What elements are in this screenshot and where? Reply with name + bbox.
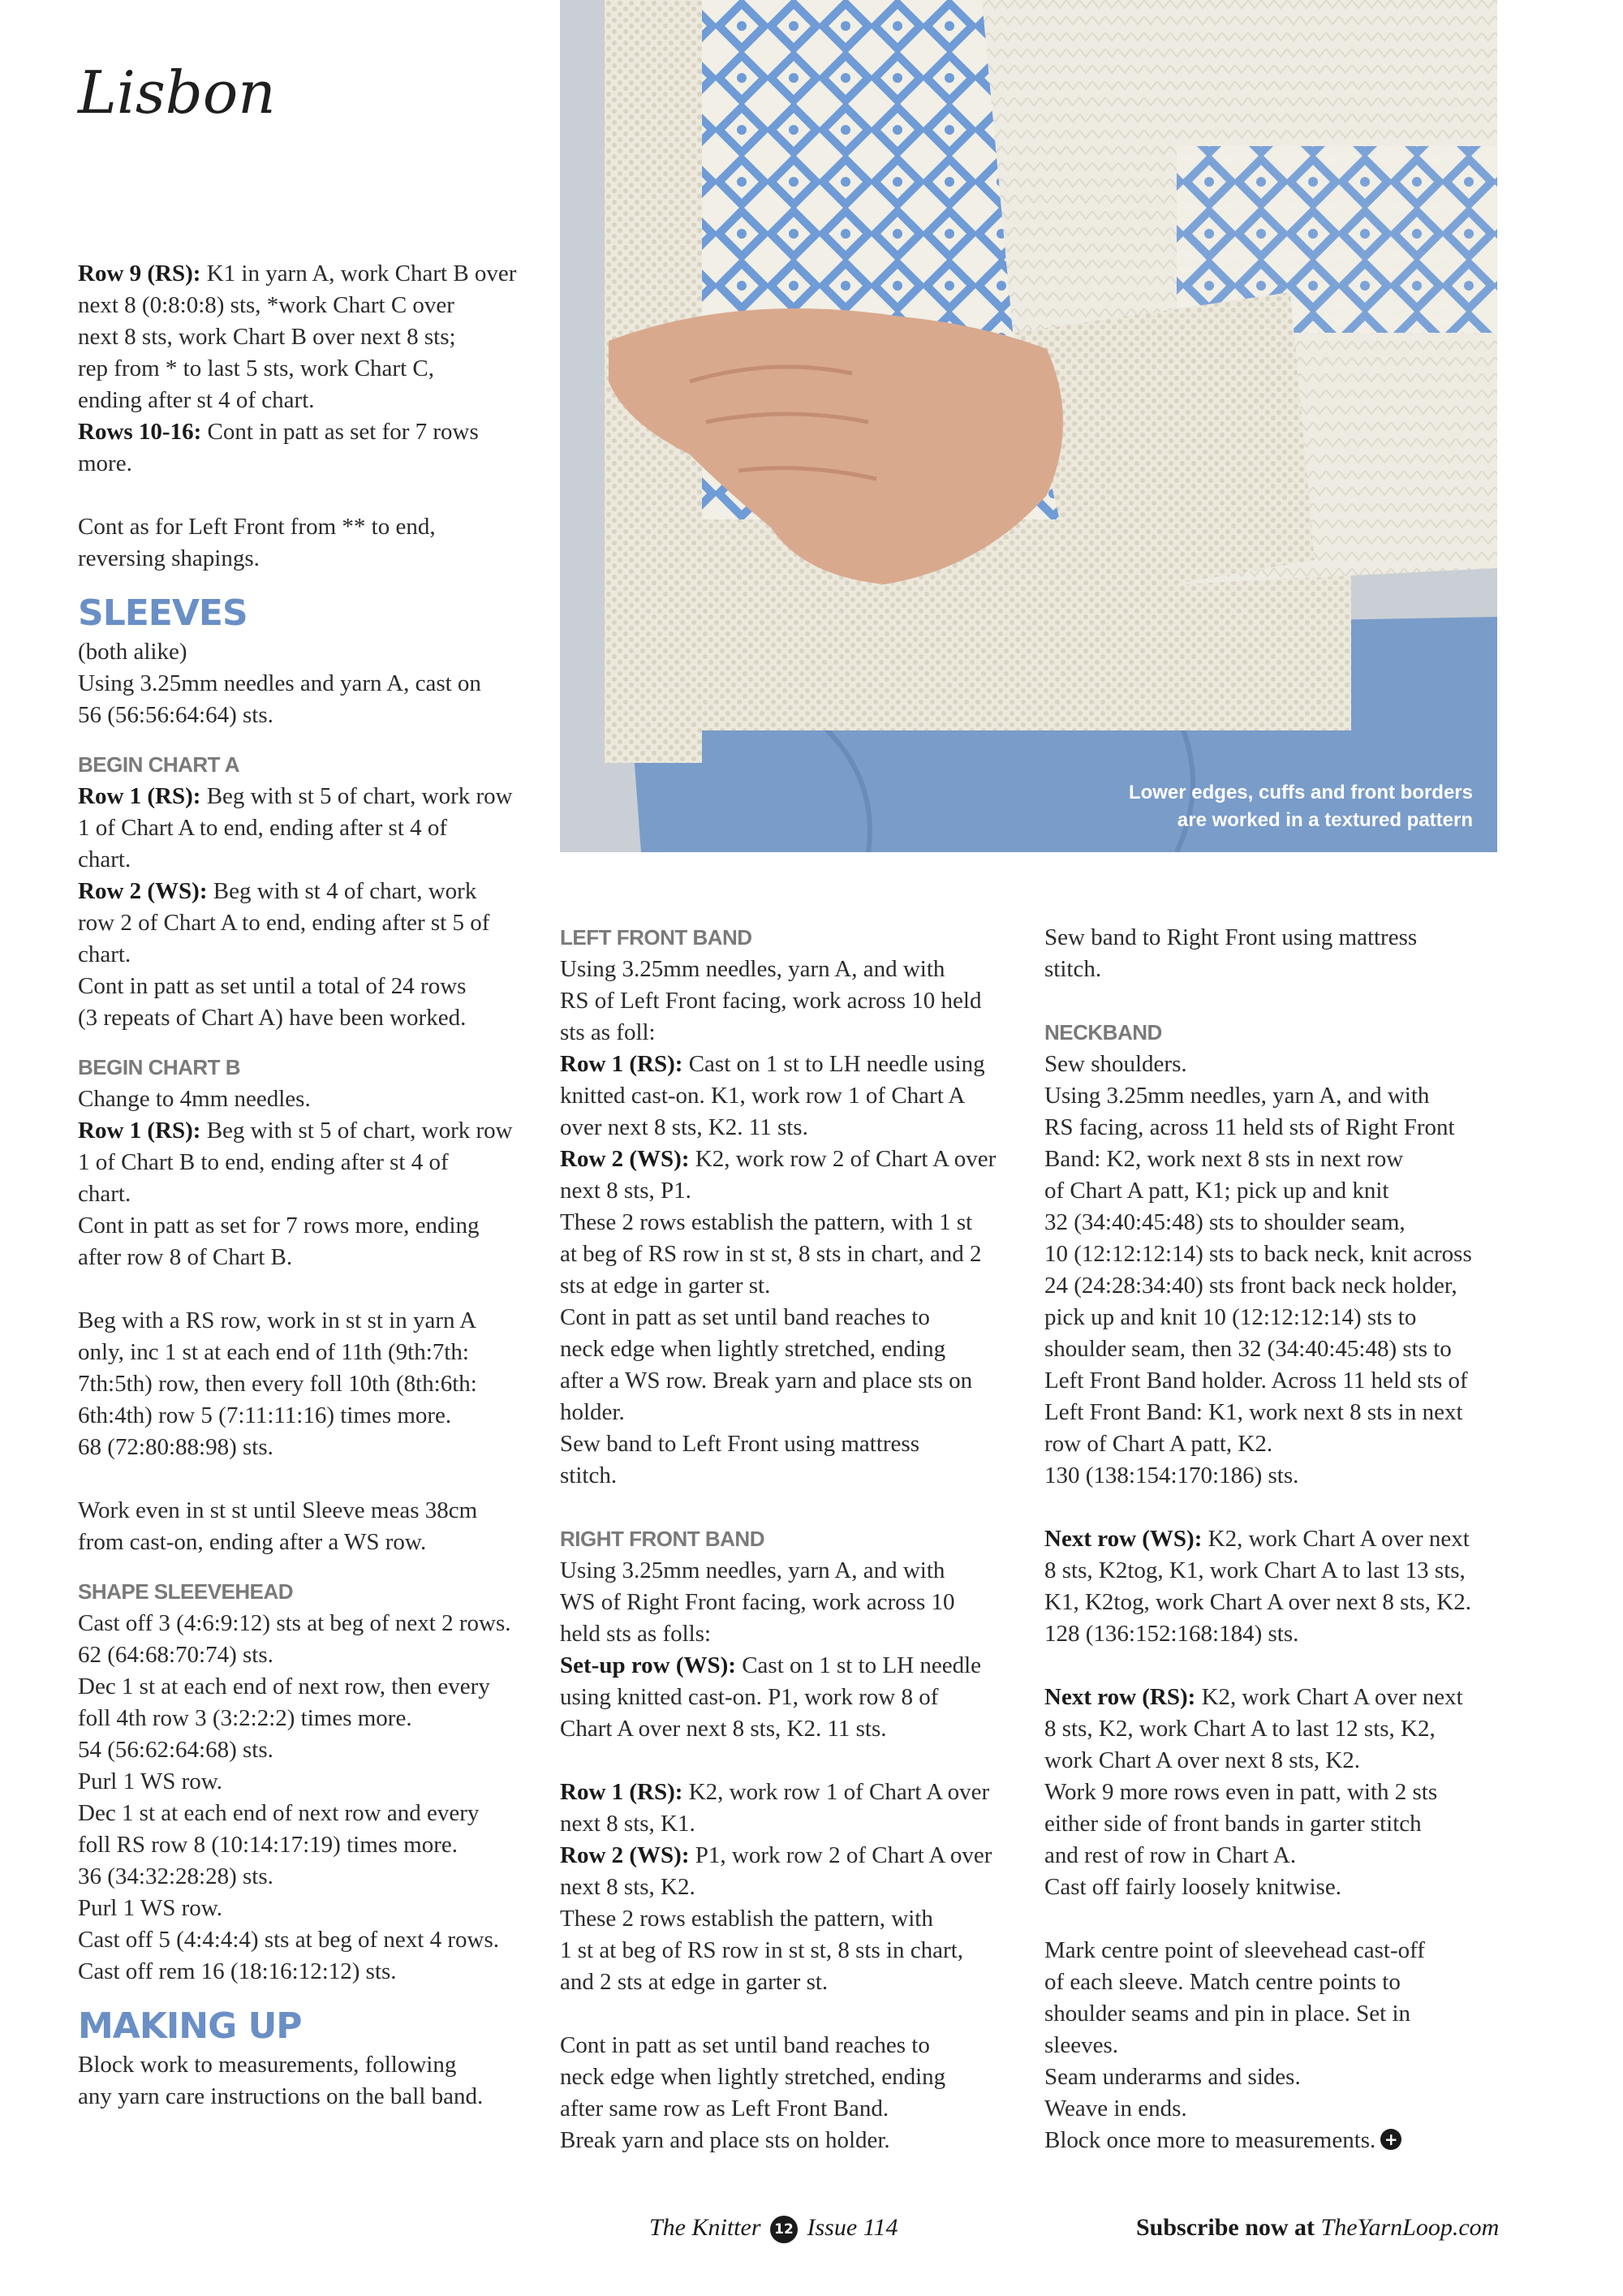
subscribe-text: Subscribe now at	[1136, 2214, 1321, 2241]
rfb-row1-text: K2, work row 1 of Chart A over next 8 sts, K1.	[560, 1779, 990, 1837]
rfb-row2-label: Row 2 (WS):	[560, 1842, 690, 1868]
column-left	[78, 258, 532, 2113]
end-mark-icon: +	[1380, 2129, 1401, 2150]
right-front-band-intro: Using 3.25mm needles, yarn A, and with WS of Right Front facing, work across 10 held sts as folls:	[560, 1557, 955, 1647]
chart-b-row1	[78, 1115, 532, 1273]
rows10-paragraph	[78, 416, 532, 480]
row9-paragraph	[78, 258, 532, 416]
sleeves-paragraph: (both alike) Using 3.25mm needles and yarn A, cast on 56 (56:56:64:64) sts.	[78, 639, 481, 728]
footer-issue	[649, 2214, 898, 2243]
next-row-ws-label: Next row (WS):	[1044, 1526, 1203, 1552]
chart-a-row2-label: Row 2 (WS):	[78, 878, 208, 904]
right-front-band-row2	[560, 1840, 1014, 1998]
rows10-label: Rows 10-16:	[78, 419, 202, 445]
page-number: 12	[770, 2216, 798, 2243]
chart-a-row1	[78, 781, 532, 876]
lfb-row1-text: Cast on 1 st to LH needle using knitted cast-on. K1, work row 1 of Chart A over next 8 sts, K2. 11 sts.	[560, 1051, 985, 1140]
right-front-band-setup	[560, 1650, 1014, 1745]
shape-sleevehead-paragraph: Cast off 3 (4:6:9:12) sts at beg of next 2 rows. 62 (64:68:70:74) sts. Dec 1 st at each end of next row, then every foll 4th row 3 (3:2:2:2) times more. 54 (56:62:64:68) sts. Purl 1 WS row. Dec 1 st at each end of next row and every foll RS row 8 (10:14:17:19) times more. 36 (34:32:28:28) sts. Purl 1 WS row. Cast off 5 (4:4:4:4) sts at beg of next 4 rows. Cast off rem 16 (18:16:12:12) sts.	[78, 1610, 511, 1984]
chart-b-heading: BEGIN CHART B	[78, 1055, 241, 1079]
caption-line-1: Lower edges, cuffs and front borders	[1128, 782, 1473, 803]
lfb-row2-text: K2, work row 2 of Chart A over next 8 sts, P1. These 2 rows establish the pattern, with 1 st at beg of RS row in st st, 8 sts in chart, and 2 sts at edge in garter st. Cont in patt as set until band reaches to neck edge when lightly stretched, ending after a WS row. Break yarn and place sts on holder. Sew band to Left Front using mattress stitch.	[560, 1146, 997, 1488]
right-front-band-heading: RIGHT FRONT BAND	[560, 1527, 764, 1551]
work-even-paragraph: Work even in st st until Sleeve meas 38cm from cast-on, ending after a WS row.	[78, 1497, 478, 1555]
left-front-band-row1	[560, 1049, 1014, 1144]
next-row-ws	[1044, 1523, 1499, 1650]
left-front-band-heading: LEFT FRONT BAND	[560, 925, 752, 950]
subscribe-url[interactable]: TheYarnLoop.com	[1320, 2214, 1500, 2241]
rfb-setup-label: Set-up row (WS):	[560, 1652, 736, 1678]
column-right	[1044, 922, 1499, 2156]
issue-label: Issue 114	[807, 2214, 898, 2241]
making-up-paragraph: Block work to measurements, following any yarn care instructions on the ball band.	[78, 2052, 484, 2109]
sweater-photo	[560, 0, 1497, 852]
magazine-name: The Knitter	[649, 2214, 761, 2241]
rfb-row2-text: P1, work row 2 of Chart A over next 8 sts, K2. These 2 rows establish the pattern, with 1 st at beg of RS row in st st, 8 sts in chart, and 2 sts at edge in garter st.	[560, 1842, 992, 1995]
neckband-paragraph: Sew shoulders. Using 3.25mm needles, yarn A, and with RS facing, across 11 held sts of Right Front Band: K2, work next 8 sts in next row of Chart A patt, K1; pick up and knit 32 (34:40:45:48) sts to shoulder seam, 10 (12:12:12:14) sts to back neck, knit across 24 (24:28:34:40) sts front back neck holder, pick up and knit 10 (12:12:12:14) sts to shoulder seam, then 32 (34:40:45:48) sts to Left Front Band holder. Across 11 held sts of Left Front Band: K1, work next 8 sts in next row of Chart A patt, K2. 130 (138:154:170:186) sts.	[1044, 1051, 1472, 1488]
sew-band-paragraph: Sew band to Right Front using mattress stitch.	[1044, 924, 1418, 982]
making-up-heading: MAKING UP	[78, 2005, 302, 2047]
caption-line-2: are worked in a textured pattern	[1177, 809, 1473, 831]
sweater-illustration	[560, 0, 1497, 852]
finishing-text: Mark centre point of sleevehead cast-off of each sleeve. Match centre points to shoulder seams and pin in place. Set in sleeves. Seam underarms and sides. Weave in ends. Block once more to measurements.	[1044, 1937, 1425, 2153]
next-row-ws-text: K2, work Chart A over next 8 sts, K2tog, K1, work Chart A to last 13 sts, K1, K2tog, work Chart A over next 8 sts, K2. 128 (136:152:168:184) sts.	[1044, 1526, 1471, 1647]
sleeves-heading: SLEEVES	[78, 592, 248, 634]
left-front-band-row2	[560, 1144, 1014, 1492]
chart-b-row1-text: Beg with st 5 of chart, work row 1 of Chart B to end, ending after st 4 of chart. Cont in patt as set for 7 rows more, ending after row 8 of Chart B.	[78, 1118, 513, 1270]
right-front-band-cont: Cont in patt as set until band reaches to neck edge when lightly stretched, ending after same row as Left Front Band. Break yarn and place sts on holder.	[560, 2032, 946, 2153]
neckband-heading: NECKBAND	[1044, 1020, 1162, 1045]
lfb-row1-label: Row 1 (RS):	[560, 1051, 683, 1077]
rfb-setup-text: Cast on 1 st to LH needle using knitted cast-on. P1, work row 8 of Chart A over next 8 sts, K2. 11 sts.	[560, 1652, 982, 1742]
chart-a-row2-text: Beg with st 4 of chart, work row 2 of Chart A to end, ending after st 5 of chart. Cont in patt as set until a total of 24 rows (3 repeats of Chart A) have been worked.	[78, 878, 490, 1031]
footer-subscribe	[1136, 2214, 1499, 2242]
shape-sleevehead-heading: SHAPE SLEEVEHEAD	[78, 1579, 294, 1604]
row9-text: K1 in yarn A, work Chart B over next 8 (0:8:0:8) sts, *work Chart C over next 8 sts, work Chart B over next 8 sts; rep from * to last 5 sts, work Chart C, ending after st 4 of chart.	[78, 261, 517, 413]
next-row-rs-label: Next row (RS):	[1044, 1684, 1196, 1710]
chart-a-heading: BEGIN CHART A	[78, 752, 240, 777]
chart-a-row1-label: Row 1 (RS):	[78, 783, 201, 809]
left-front-band-intro: Using 3.25mm needles, yarn A, and with RS of Left Front facing, work across 10 held sts as foll:	[560, 956, 982, 1045]
page-title: Lisbon	[78, 58, 276, 127]
chart-b-row1-label: Row 1 (RS):	[78, 1118, 201, 1144]
right-front-band-row1	[560, 1777, 1014, 1840]
chart-b-intro: Change to 4mm needles.	[78, 1086, 311, 1112]
increase-paragraph: Beg with a RS row, work in st st in yarn A only, inc 1 st at each end of 11th (9th:7th: 7th:5th) row, then every foll 10th (8th:6th: 6th:4th) row 5 (7:11:11:16) times more. 68 (72:80:88:98) sts.	[78, 1307, 477, 1460]
next-row-rs-text: K2, work Chart A over next 8 sts, K2, work Chart A to last 12 sts, K2, work Chart A over next 8 sts, K2. Work 9 more rows even in patt, with 2 sts either side of front bands in garter stitch and rest of row in Chart A. Cast off fairly loosely knitwise.	[1044, 1684, 1463, 1900]
photo-caption	[1129, 779, 1473, 834]
cont-paragraph: Cont as for Left Front from ** to end, reversing shapings.	[78, 514, 436, 571]
rfb-row1-label: Row 1 (RS):	[560, 1779, 683, 1805]
chart-a-row1-text: Beg with st 5 of chart, work row 1 of Chart A to end, ending after st 4 of chart.	[78, 783, 513, 872]
row9-label: Row 9 (RS):	[78, 261, 201, 286]
lfb-row2-label: Row 2 (WS):	[560, 1146, 690, 1172]
column-middle	[560, 922, 1014, 2156]
chart-a-row2	[78, 876, 532, 1034]
finishing-paragraph	[1044, 1935, 1499, 2156]
next-row-rs	[1044, 1682, 1499, 1903]
rows10-text: Cont in patt as set for 7 rows more.	[78, 419, 479, 476]
